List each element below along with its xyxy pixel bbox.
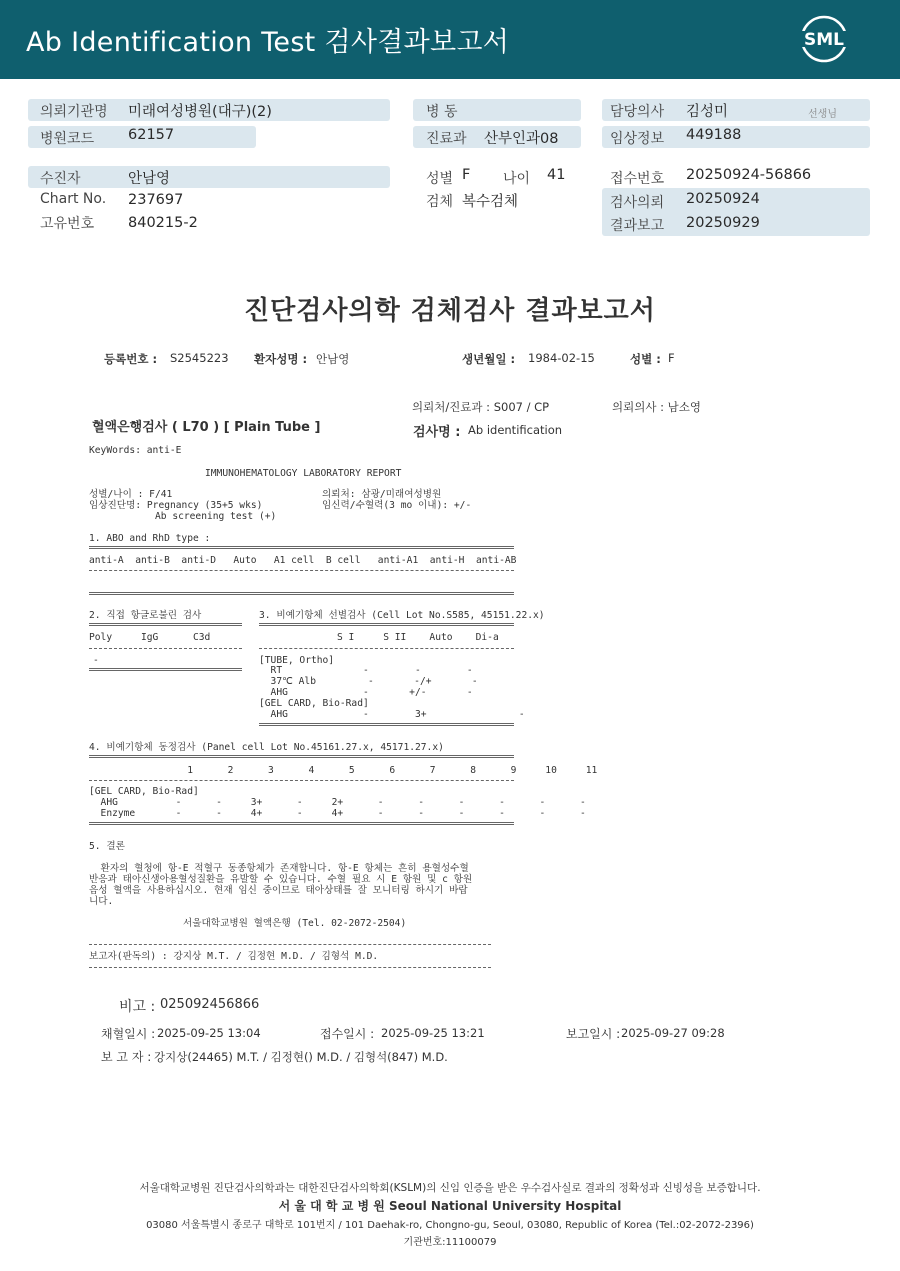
s4-row: Enzyme - - 4+ - 4+ - - - - - - <box>89 808 586 819</box>
patient-value: 안남영 <box>128 171 171 187</box>
clinical-value: 449188 <box>686 127 742 143</box>
report-title: Ab Identification Test 검사결과보고서 <box>26 27 510 58</box>
s2-header: Poly IgG C3d <box>89 632 211 643</box>
s4-header: 1 2 3 4 5 6 7 8 9 10 11 <box>89 765 598 776</box>
reg-label: 등록번호 : <box>104 352 158 366</box>
specimen-value: 복수검체 <box>462 194 519 210</box>
reporter-rule-bottom <box>89 967 491 968</box>
sex-value: F <box>462 167 471 183</box>
chart-value: 237697 <box>128 192 184 208</box>
s3-row: AHG - +/- - <box>259 687 473 698</box>
s3-row: AHG - 3+ - <box>259 709 525 720</box>
header-banner <box>0 0 900 79</box>
s4-row: [GEL CARD, Bio-Rad] <box>89 786 199 797</box>
s1-rule-top <box>89 546 514 549</box>
s4-row: AHG - - 3+ - 2+ - - - - - - <box>89 797 586 808</box>
request-value: 20250924 <box>686 191 760 207</box>
test-section: 혈액은행검사 ( L70 ) [ Plain Tube ] <box>92 420 321 435</box>
req-org-label: 의뢰기관명 <box>40 104 108 120</box>
req-org-value: 미래여성병원(대구)(2) <box>128 104 272 120</box>
doctor-value: 김성미 <box>686 104 729 120</box>
receive-label: 접수일시 : <box>320 1027 375 1041</box>
request-label: 검사의뢰 <box>610 195 665 211</box>
s4-rule-top <box>89 755 514 758</box>
dept-line: 의뢰처/진료과 : S007 / CP <box>412 400 550 414</box>
s3-rule-bottom <box>259 723 514 726</box>
logo-text: SML <box>804 30 844 50</box>
s1-rule <box>89 570 514 571</box>
name-value: 안남영 <box>316 352 350 366</box>
s3-row: 37℃ Alb - -/+ - <box>259 676 478 687</box>
test-name-label: 검사명 : <box>413 425 461 440</box>
receipt-value: 20250924-56866 <box>686 167 812 183</box>
s4-title: 4. 비예기항체 동정검사 (Panel cell Lot No.45161.27.x, 45171.27.x) <box>89 742 444 753</box>
s5-line: 니다. <box>89 896 114 907</box>
pregnancy: 임신력/수혈력(3 mo 이내): +/- <box>322 500 472 511</box>
s5-title: 5. 결론 <box>89 841 125 852</box>
s3-header: S I S II Auto Di-a <box>337 632 499 643</box>
s3-row: [GEL CARD, Bio-Rad] <box>259 698 369 709</box>
s3-rule <box>259 648 514 649</box>
collect-value: 2025-09-25 13:04 <box>157 1026 261 1040</box>
keywords: KeyWords: anti-E <box>89 445 182 456</box>
hosp-code-value: 62157 <box>128 127 175 143</box>
report-date-value: 20250929 <box>686 215 760 231</box>
s5-line: 환자의 혈청에 항-E 적혈구 동종항체가 존재합니다. 항-E 항체는 흔히 용혈성수혈 <box>89 863 469 874</box>
s3-row: RT - - - <box>259 665 473 676</box>
footer-institution-number: 기관번호:11100079 <box>403 1237 497 1248</box>
ward-label: 병 동 <box>426 104 458 120</box>
diag2: Ab screening test (+) <box>155 511 277 522</box>
name-label: 환자성명 : <box>254 352 308 366</box>
s1-rule-bottom <box>89 592 514 595</box>
s1-title: 1. ABO and RhD type : <box>89 533 211 544</box>
lab-reporters: 보고자(판독의) : 강지상 M.T. / 김정현 M.D. / 김형석 M.D. <box>89 951 379 962</box>
specimen-label: 검체 <box>426 194 454 210</box>
doctor-label: 담당의사 <box>610 104 665 120</box>
reg-value: S2545223 <box>170 351 229 365</box>
sex-label: 성별 <box>426 171 454 187</box>
diag: 임상진단명: Pregnancy (35+5 wks) <box>89 500 263 511</box>
s3-row: [TUBE, Ortho] <box>259 655 335 666</box>
receive-value: 2025-09-25 13:21 <box>381 1026 485 1040</box>
dept-label: 진료과 <box>426 131 467 147</box>
collect-label: 채혈일시 : <box>101 1027 156 1041</box>
chart-label: Chart No. <box>40 191 107 207</box>
s4-rule-bottom <box>89 822 514 825</box>
test-name-value: Ab identification <box>468 423 563 437</box>
s2-rule-bottom <box>89 668 242 671</box>
hosp-code-label: 병원코드 <box>40 131 95 147</box>
note-label: 비고 : <box>119 999 156 1015</box>
clinical-label: 임상정보 <box>610 131 665 147</box>
footer-address: 03080 서울특별시 종로구 대학로 101번지 / 101 Daehak-ro, Chongno-gu, Seoul, 03080, Republic of Korea (Tel.:02-2072-2396) <box>146 1220 754 1231</box>
note-value: 025092456866 <box>160 997 260 1012</box>
dob-label: 생년월일 : <box>462 352 516 366</box>
s1-header: anti-A anti-B anti-D Auto A1 cell B cell anti-A1 anti-H anti-AB <box>89 555 517 566</box>
s2-rule-top <box>89 623 242 626</box>
s2-rule <box>89 648 242 649</box>
dept-value: 산부인과08 <box>484 131 559 147</box>
s3-title: 3. 비예기항체 선별검사 (Cell Lot No.S585, 45151.22.x) <box>259 610 545 621</box>
doctor-suffix: 선생님 <box>808 109 837 120</box>
sml-logo <box>795 12 853 66</box>
bar-patient <box>28 166 390 188</box>
requester: 의뢰처: 삼광/미래여성병원 <box>322 489 442 500</box>
bloodbank: 서울대학교병원 혈액은행 (Tel. 02-2072-2504) <box>183 918 407 929</box>
reporter-value: 강지상(24465) M.T. / 김정현() M.D. / 김형석(847) M.D. <box>154 1050 448 1064</box>
lab-title: IMMUNOHEMATOLOGY LABORATORY REPORT <box>205 468 402 479</box>
patient-label: 수진자 <box>40 171 81 187</box>
dob-value: 1984-02-15 <box>528 351 595 365</box>
reporter-rule-top <box>89 944 491 945</box>
document-title: 진단검사의학 검체검사 결과보고서 <box>244 296 656 326</box>
age-label: 나이 <box>503 171 531 187</box>
s3-rule-top <box>259 623 514 626</box>
report-time-label: 보고일시 : <box>566 1027 621 1041</box>
report-time-value: 2025-09-27 09:28 <box>621 1026 725 1040</box>
sex-age: 성별/나이 : F/41 <box>89 489 173 500</box>
age-value: 41 <box>547 167 566 183</box>
receipt-label: 접수번호 <box>610 171 665 187</box>
uid-value: 840215-2 <box>128 215 198 231</box>
s2-title: 2. 직접 항글로불린 검사 <box>89 610 202 621</box>
uid-label: 고유번호 <box>40 216 95 232</box>
s5-line: 반응과 태아신생아용혈성질환을 유발할 수 있습니다. 수혈 필요 시 E 항원 및 c 항원 <box>89 874 473 885</box>
reporter-label: 보 고 자 : <box>101 1050 152 1064</box>
report-date-label: 결과보고 <box>610 218 665 234</box>
doctor-line: 의뢰의사 : 남소영 <box>612 400 701 414</box>
footer-hospital: 서 울 대 학 교 병 원 Seoul National University Hospital <box>278 1199 622 1213</box>
s4-rule <box>89 780 514 781</box>
s2-value: - <box>93 655 99 666</box>
sex2-value: F <box>668 351 675 365</box>
footer-certification: 서울대학교병원 진단검사의학과는 대한진단검사의학회(KSLM)의 신임 인증을 받은 우수검사실로 결과의 정확성과 신빙성을 보증합니다. <box>139 1182 761 1194</box>
sex2-label: 성별 : <box>630 352 661 366</box>
s5-line: 음성 혈액을 사용하십시오. 현재 임신 중이므로 태아상태를 잘 모니터링 하시기 바랍 <box>89 885 468 896</box>
